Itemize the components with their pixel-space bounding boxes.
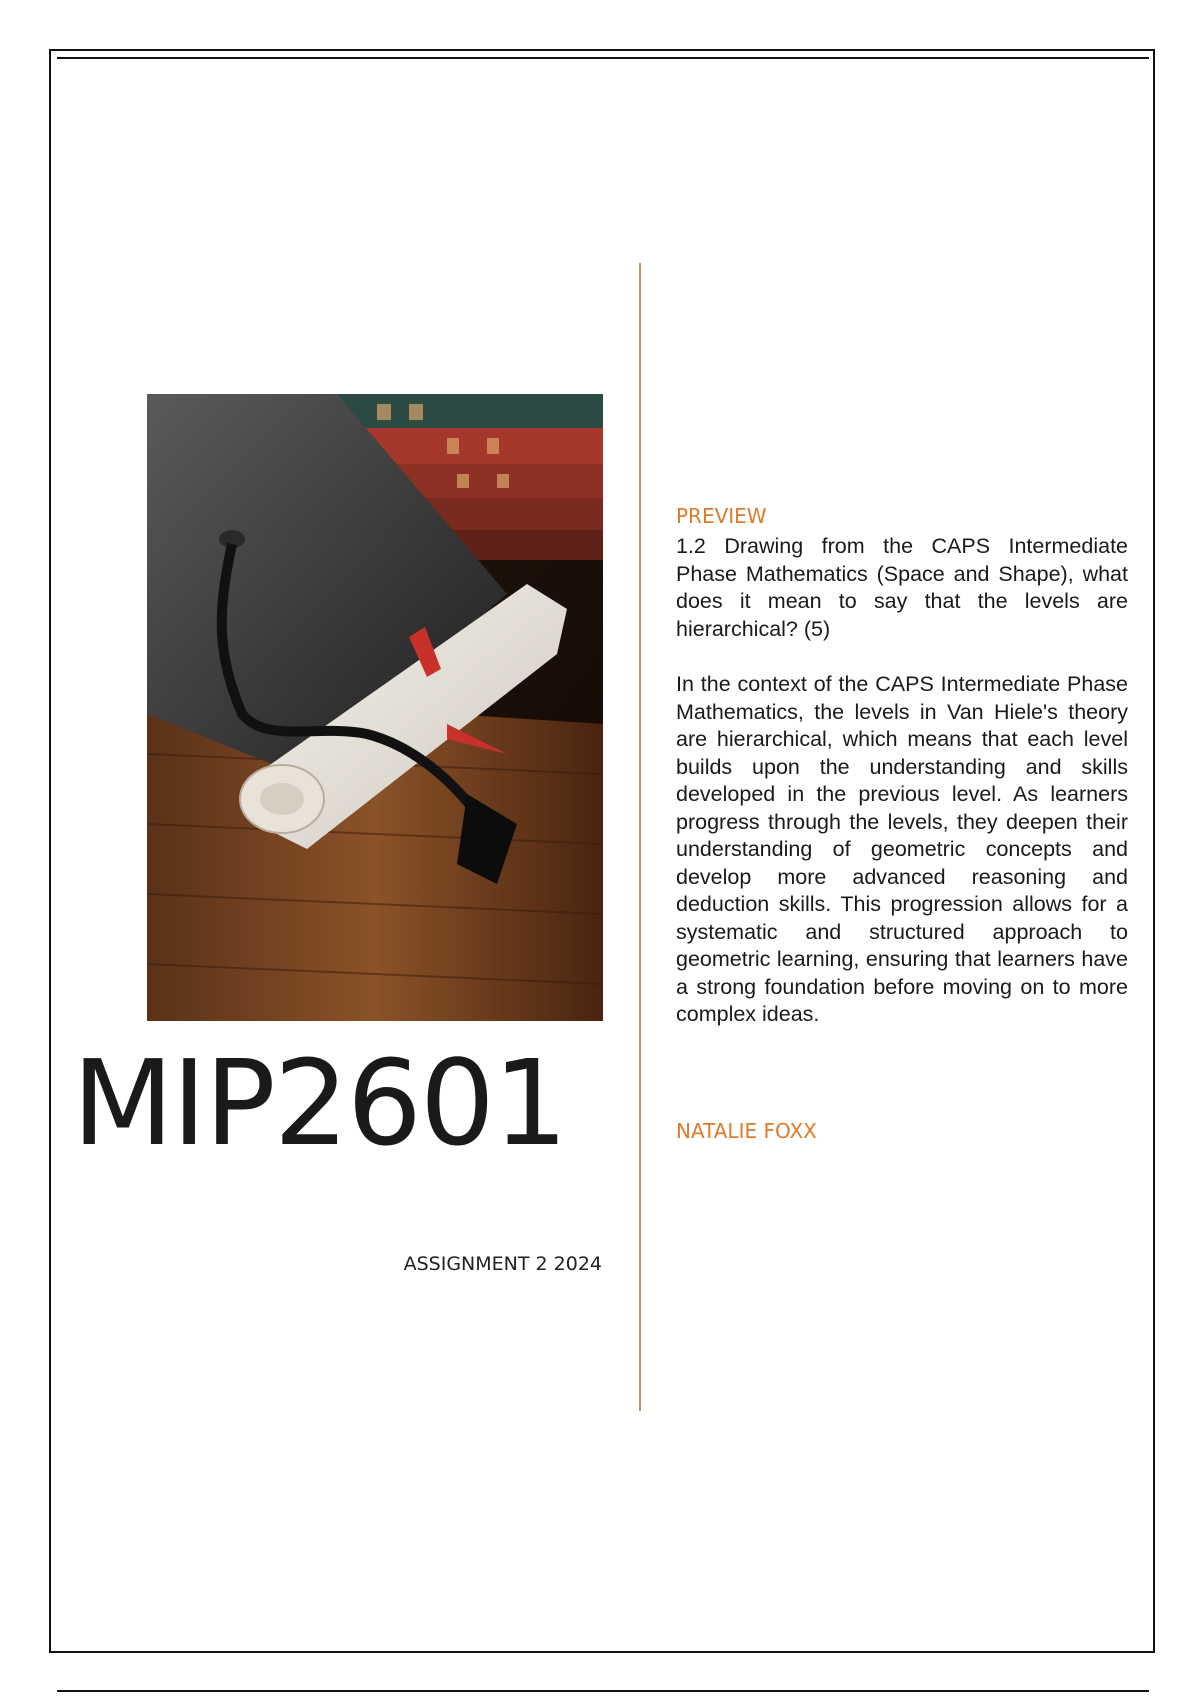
column-divider <box>639 263 641 1411</box>
bottom-rule <box>57 1690 1149 1692</box>
top-rule <box>57 57 1149 59</box>
preview-section <box>676 503 1128 1029</box>
question-text: 1.2 Drawing from the CAPS Intermediate Phase Mathematics (Space and Shape), what does it mean to say that the levels are hierarchical? (5) <box>676 534 1128 641</box>
course-code: MIP2601 <box>72 1034 567 1172</box>
preview-label: PREVIEW <box>676 504 767 528</box>
author-name: NATALIE FOXX <box>676 1119 817 1143</box>
assignment-label: ASSIGNMENT 2 2024 <box>403 1253 602 1275</box>
graduation-cap-photo <box>147 394 603 1021</box>
answer-text: In the context of the CAPS Intermediate Phase Mathematics, the levels in Van Hiele's theory are hierarchical, which means that each level builds upon the understanding and skills developed in the previous level. As learners progress through the levels, they deepen their understanding of geometric concepts and develop more advanced reasoning and deduction skills. This progression allows for a systematic and structured approach to geometric learning, ensuring that learners have a strong foundation before moving on to more complex ideas. <box>676 672 1128 1026</box>
